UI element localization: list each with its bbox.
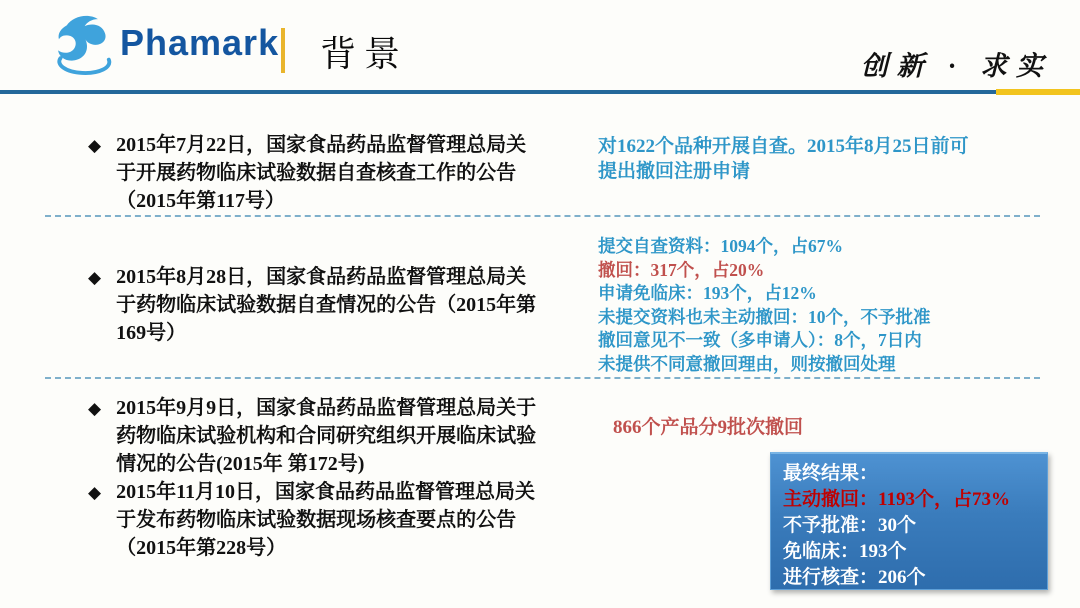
bullet-item — [88, 263, 546, 347]
section-1-notes — [598, 134, 983, 184]
note-line: 提交自查资料：1094个，占67% — [598, 236, 843, 256]
logo-divider-bar — [281, 28, 285, 73]
note-line: 对1622个品种开展自查。2015年8月25日前可提出撤回注册申请 — [598, 136, 969, 182]
bullet-text: 2015年9月9日，国家食品药品监督管理总局关于药物临床试验机构和合同研究组织开展临床试验情况的公告(2015年 第172号) — [116, 397, 537, 475]
result-row: 主动撤回：1193个，占73% — [783, 489, 1010, 510]
dolphin-logo-icon — [48, 10, 126, 86]
header-rule-blue — [0, 90, 996, 94]
dashed-divider — [45, 377, 1040, 379]
diamond-bullet-icon: ◆ — [88, 136, 102, 156]
diamond-bullet-icon: ◆ — [88, 268, 102, 288]
section-2-notes — [598, 235, 1068, 376]
diamond-bullet-icon: ◆ — [88, 483, 102, 503]
section-1-bullets — [88, 131, 546, 215]
bullet-text: 2015年8月28日，国家食品药品监督管理总局关于药物临床试验数据自查情况的公告（2015年第169号） — [116, 266, 537, 344]
company-motto: 创新 · 求实 — [860, 51, 1052, 81]
result-row: 免临床：193个 — [783, 541, 907, 562]
final-results-box — [770, 452, 1048, 590]
logo-text: Phamark — [120, 22, 280, 63]
note-line: 撤回：317个，占20% — [598, 259, 765, 280]
bullet-text: 2015年7月22日，国家食品药品监督管理总局关于开展药物临床试验数据自查核查工作的公告（2015年第117号） — [116, 134, 527, 212]
dashed-divider — [45, 215, 1040, 217]
bullet-text: 2015年11月10日，国家食品药品监督管理总局关于发布药物临床试验数据现场核查要点的公告（2015年第228号） — [116, 481, 535, 559]
page-title: 背景 — [320, 34, 409, 74]
note-line: 撤回意见不一致（多申请人）：8个，7日内 — [598, 330, 922, 350]
section-3-bullets — [88, 394, 546, 562]
header-rule-gold — [996, 89, 1080, 95]
result-row: 最终结果： — [783, 463, 879, 484]
note-line: 未提交资料也未主动撤回：10个，不予批准 — [598, 306, 931, 327]
result-row: 不予批准：30个 — [783, 515, 917, 536]
withdrawal-note: 866个产品分9批次撤回 — [613, 417, 804, 438]
diamond-bullet-icon: ◆ — [88, 399, 102, 419]
note-line: 申请免临床：193个，占12% — [598, 283, 817, 303]
bullet-item — [88, 394, 546, 478]
bullet-item — [88, 478, 546, 562]
section-2-bullets — [88, 263, 546, 347]
bullet-item — [88, 131, 546, 215]
note-line: 未提供不同意撤回理由，则按撤回处理 — [598, 353, 896, 374]
result-row: 进行核查：206个 — [783, 567, 926, 588]
